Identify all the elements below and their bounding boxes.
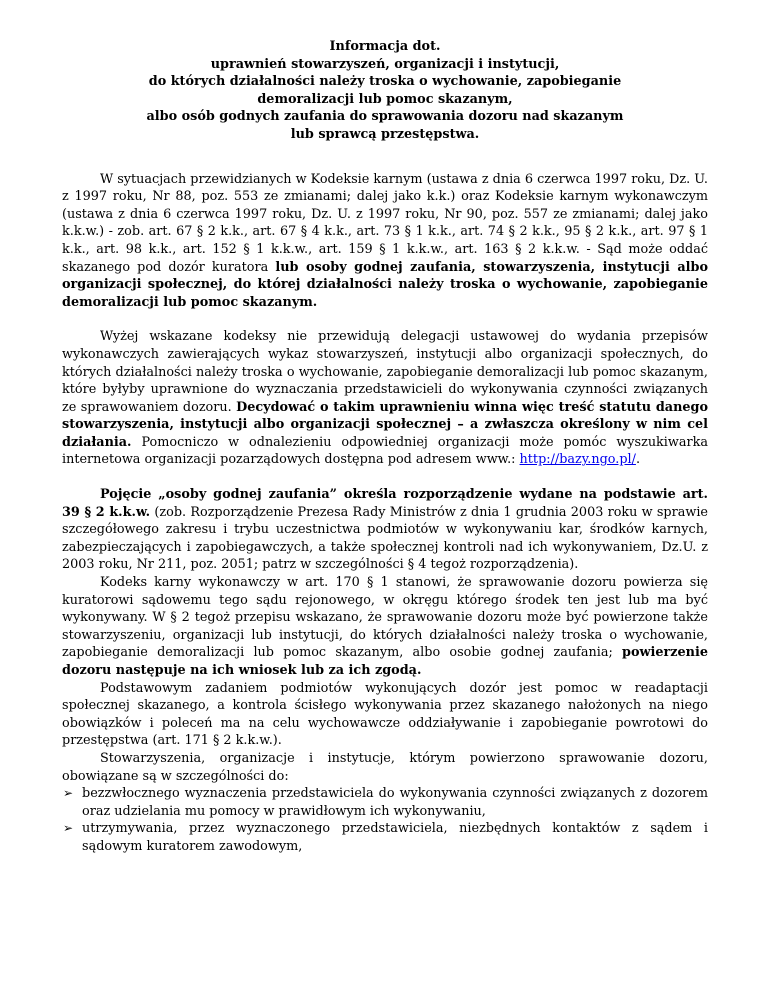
arrow-bullet-icon: ➢ xyxy=(63,786,74,801)
paragraph-trusted-person-bold: Pojęcie „osoby godnej zaufania” określa rozporządzenie wydane na podstawie art. 39 § 2 k.k.w. xyxy=(62,487,708,520)
paragraph-legal-basis-bold: lub osoby godnej zaufania, stowarzyszenia, instytucji albo organizacji społecznej, do której działalności należy troska o wychowanie, zapobieganie demoralizacji lub pomoc skazanym. xyxy=(62,259,708,310)
list-item-text: utrzymywania, przez wyznaczonego przedstawiciela, niezbędnych kontaktów z sądem i sądowym kuratorem zawodowym, xyxy=(82,821,708,854)
paragraph-statute-text: Wyżej wskazane kodeksy nie przewidują delegacji ustawowej do wydania przepisów wykonawczych zawierających wykaz stowarzyszeń, instytucji albo organizacji społecznych, do których działalności należy troska o wychowanie, zapobieganie demoralizacji lub pomoc skazanym, które byłyby uprawnione do wyznaczania przedstawicieli do wykonywania czynności związanych ze sprawowaniem dozoru. xyxy=(62,329,708,415)
paragraph-art-170-bold: powierzenie dozoru następuje na ich wniosek lub za ich zgodą. xyxy=(62,645,708,678)
paragraph-trusted-person xyxy=(62,486,708,574)
paragraph-statute-bold: Decydować o takim uprawnieniu winna więc treść statutu danego stowarzyszenia, instytucji albo organizacji społecznej – a zwłaszcza określony w nim cel działania. xyxy=(62,399,708,450)
title-line-4: demoralizacji lub pomoc skazanym, xyxy=(257,91,513,107)
list-item xyxy=(62,785,708,820)
paragraph-supervision-task: Podstawowym zadaniem podmiotów wykonujących dozór jest pomoc w readaptacji społecznej skazanego, a kontrola ścisłego wykonywania przez skazanego nałożonych na niego obowiązków i poleceń ma na celu wychowawcze oddziaływanie i zapobieganie powrotowi do przestępstwa (art. 171 § 2 k.k.w.). xyxy=(62,680,708,749)
paragraph-legal-basis-text: W sytuacjach przewidzianych w Kodeksie karnym (ustawa z dnia 6 czerwca 1997 roku, Dz. U. z 1997 roku, Nr 88, poz. 553 ze zmianami; dalej jako k.k.) oraz Kodeksie karnym wykonawczym (ustawa z dnia 6 czerwca 1997 roku, Dz. U. z 1997 roku, Nr 90, poz. 557 ze zmianami; dalej jako k.k.w.) - zob. art. 67 § 2 k.k., art. 67 § 4 k.k., art. 73 § 1 k.k., art. 74 § 2 k.k., 95 § 2 k.k., art. 97 § 1 k.k., art. 98 k.k., art. 152 § 1 k.k.w., art. 159 § 1 k.k.w., art. 163 § 2 k.k.w. - Sąd może oddać skazanego pod dozór kuratora xyxy=(62,171,708,275)
title-line-3: do których działalności należy troska o wychowanie, zapobieganie xyxy=(148,74,622,90)
document-page xyxy=(62,38,708,856)
title-line-6: lub sprawcą przestępstwa. xyxy=(290,126,480,142)
paragraph-statute-text-2: Pomocniczo w odnalezieniu odpowiedniej organizacji może pomóc wyszukiwarka internetowa organizacji pozarządowych dostępna pod adresem www.: xyxy=(62,434,708,468)
arrow-bullet-icon: ➢ xyxy=(63,821,74,836)
paragraph-obligations: Stowarzyszenia, organizacje i instytucje, którym powierzono sprawowanie dozoru, obowiązane są w szczególności do: xyxy=(62,750,708,784)
title-line-2: uprawnień stowarzyszeń, organizacji i instytucji, xyxy=(210,56,560,72)
paragraph-art-170 xyxy=(62,574,708,680)
title-line-1: Informacja dot. xyxy=(329,39,441,54)
title-line-5: albo osób godnych zaufania do sprawowania dozoru nad skazanym xyxy=(146,109,624,125)
ngo-database-link[interactable]: http://bazy.ngo.pl/ xyxy=(519,452,636,468)
document-title xyxy=(62,38,708,144)
list-item xyxy=(62,820,708,855)
paragraph-statute-end: . xyxy=(635,452,641,468)
paragraph-trusted-person-text: (zob. Rozporządzenie Prezesa Rady Ministrów z dnia 1 grudnia 2003 roku w sprawie szczegółowego zakresu i trybu uczestnictwa podmiotów w wykonywaniu kar, środków karnych, zabezpieczających i zapobiegawczych, a także społecznej kontroli nad ich wykonywaniem, Dz.U. z 2003 roku, Nr 211, poz. 2051; patrz w szczególności § 4 tegoż rozporządzenia). xyxy=(62,504,708,573)
list-item-text: bezzwłocznego wyznaczenia przedstawiciela do wykonywania czynności związanych z dozorem oraz udzielania mu pomocy w prawidłowym ich wykonywaniu, xyxy=(82,786,708,819)
obligations-list xyxy=(62,785,708,855)
paragraph-statute xyxy=(62,328,708,469)
paragraph-art-170-text: Kodeks karny wykonawczy w art. 170 § 1 stanowi, że sprawowanie dozoru powierza się kuratorowi sądowemu tego sądu rejonowego, w okręgu którego środek ten jest lub ma być wykonywany. W § 2 tegoż przepisu wskazano, że sprawowanie dozoru może być powierzone także stowarzyszeniu, organizacji lub instytucji, do których działalności należy troska o wychowanie, zapobieganie demoralizacji lub pomoc skazanym, albo osobie godnej zaufania; xyxy=(62,575,708,661)
paragraph-legal-basis xyxy=(62,171,708,312)
